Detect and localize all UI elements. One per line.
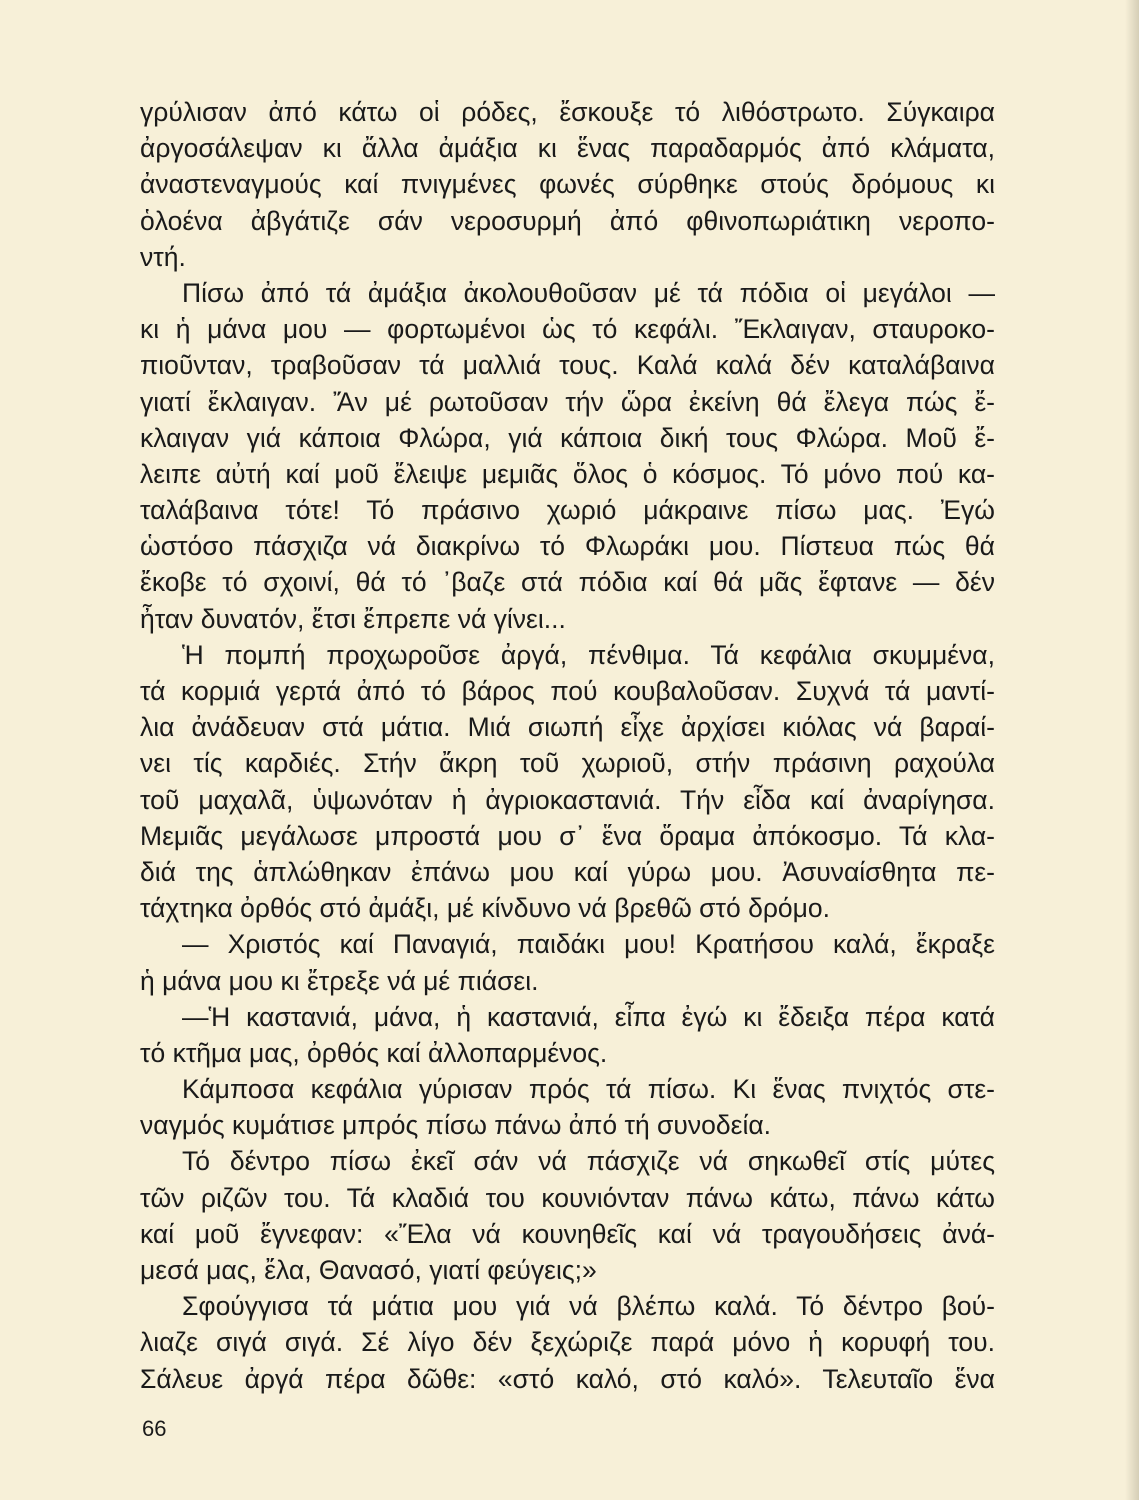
text-line: Ἡ πομπή προχωροῦσε ἀργά, πένθιμα. Τά κεφάλια σκυμμένα, [182, 639, 995, 670]
text-line: ὡστόσο πάσχιζα νά διακρίνω τό Φλωράκι μου. Πίστευα πώς θά [140, 531, 995, 562]
text-line: Τό δέντρο πίσω ἐκεῖ σάν νά πάσχιζε νά σηκωθεῖ στίς μύτες [182, 1146, 995, 1177]
text-line: γιατί ἔκλαιγαν. Ἄν μέ ρωτοῦσαν τήν ὥρα ἐκείνη θά ἔλεγα πώς ἔ- [140, 386, 995, 417]
text-line: διά της ἁπλώθηκαν ἐπάνω μου καί γύρω μου. Ἀσυναίσθητα πε- [140, 856, 995, 887]
text-line: νει τίς καρδιές. Στήν ἄκρη τοῦ χωριοῦ, στήν πράσινη ραχούλα [140, 748, 995, 779]
text-line: κλαιγαν γιά κάποια Φλώρα, γιά κάποια δική τους Φλώρα. Μοῦ ἔ- [140, 422, 995, 453]
text-line: λειπε αὐτή καί μοῦ ἔλειψε μεμιᾶς ὅλος ὁ κόσμος. Τό μόνο πού κα- [140, 458, 995, 489]
text-line: ἔκοβε τό σχοινί, θά τό ᾿βαζε στά πόδια καί θά μᾶς ἔφτανε — δέν [140, 567, 995, 598]
text-line: τάχτηκα ὀρθός στό ἀμάξι, μέ κίνδυνο νά βρεθῶ στό δρόμο. [140, 893, 831, 924]
text-line: Πίσω ἀπό τά ἀμάξια ἀκολουθοῦσαν μέ τά πόδια οἱ μεγάλοι — [182, 277, 995, 308]
text-line: μεσά μας, ἔλα, Θανασό, γιατί φεύγεις;» [140, 1255, 597, 1285]
text-line: ἀργοσάλεψαν κι ἄλλα ἀμάξια κι ἕνας παραδαρμός ἀπό κλάματα, [140, 133, 995, 164]
text-line: ὁλοένα ἀβγάτιζε σάν νεροσυρμή ἀπό φθινοπωριάτικη νεροπο- [140, 205, 995, 236]
text-line: Κάμποσα κεφάλια γύρισαν πρός τά πίσω. Κι ἕνας πνιχτός στε- [182, 1074, 995, 1105]
text-line: γρύλισαν ἀπό κάτω οἱ ρόδες, ἔσκουξε τό λιθόστρωτο. Σύγκαιρα [140, 97, 995, 127]
text-line: — Χριστός καί Παναγιά, παιδάκι μου! Κρατήσου καλά, ἔκραξε [182, 929, 995, 960]
page-number: 66 [142, 1416, 167, 1441]
text-line: καί μοῦ ἔγνεφαν: «Ἔλα νά κουνηθεῖς καί νά τραγουδήσεις ἀνά- [140, 1218, 995, 1249]
text-line: —Ἡ καστανιά, μάνα, ἡ καστανιά, εἶπα ἐγώ κι ἔδειξα πέρα κατά [182, 1001, 995, 1032]
text-line: Μεμιᾶς μεγάλωσε μπροστά μου σ᾿ ἕνα ὅραμα ἀπόκοσμο. Τά κλα- [140, 820, 995, 851]
text-line: ταλάβαινα τότε! Τό πράσινο χωριό μάκραινε πίσω μας. Ἐγώ [140, 495, 995, 526]
text-line: ντή. [140, 241, 186, 272]
text-line: τοῦ μαχαλᾶ, ὑψωνόταν ἡ ἀγριοκαστανιά. Τήν εἶδα καί ἀναρίγησα. [140, 784, 995, 815]
text-line: ἦταν δυνατόν, ἔτσι ἔπρεπε νά γίνει... [140, 603, 566, 634]
text-line: Σάλευε ἀργά πέρα δῶθε: «στό καλό, στό καλό». Τελευταῖο ἕνα [140, 1363, 995, 1394]
text-line: πιοῦνταν, τραβοῦσαν τά μαλλιά τους. Καλά καλά δέν καταλάβαινα [140, 350, 995, 381]
text-line: ναγμός κυμάτισε μπρός πίσω πάνω ἀπό τή συνοδεία. [140, 1110, 772, 1141]
body-text [140, 94, 995, 1397]
text-line: ἡ μάνα μου κι ἔτρεξε νά μέ πιάσει. [140, 965, 539, 996]
text-line: ἀναστεναγμούς καί πνιγμένες φωνές σύρθηκε στούς δρόμους κι [140, 169, 995, 200]
text-line: κι ἡ μάνα μου — φορτωμένοι ὡς τό κεφάλι. Ἔκλαιγαν, σταυροκο- [140, 314, 995, 345]
text-line: λια ἀνάδευαν στά μάτια. Μιά σιωπή εἶχε ἀρχίσει κιόλας νά βαραί- [140, 712, 995, 743]
text-line: Σφούγγισα τά μάτια μου γιά νά βλέπω καλά. Τό δέντρο βού- [182, 1291, 995, 1322]
text-line: τό κτῆμα μας, ὀρθός καί ἀλλοπαρμένος. [140, 1037, 608, 1068]
text-line: λιαζε σιγά σιγά. Σέ λίγο δέν ξεχώριζε παρά μόνο ἡ κορυφή του. [140, 1327, 995, 1358]
text-line: τά κορμιά γερτά ἀπό τό βάρος πού κουβαλοῦσαν. Συχνά τά μαντί- [140, 676, 995, 706]
text-line: τῶν ριζῶν του. Τά κλαδιά του κουνιόνταν πάνω κάτω, πάνω κάτω [140, 1182, 995, 1213]
